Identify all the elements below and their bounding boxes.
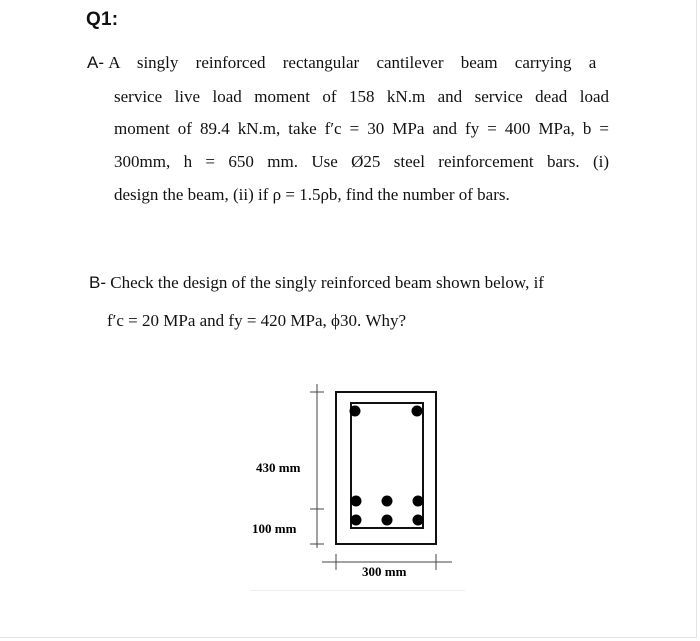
beam-section-diagram xyxy=(240,378,470,583)
question-title: Q1: xyxy=(86,9,119,30)
dim-100: 100 mm xyxy=(252,521,297,536)
bottom-bar-r2-2 xyxy=(382,515,393,526)
bottom-bar-r1-3 xyxy=(413,496,424,507)
dim-300: 300 mm xyxy=(362,564,407,579)
dim-430: 430 mm xyxy=(256,460,301,475)
part-a-line-4: 300mm, h = 650 mm. Use Ø25 steel reinforcement bars. (i) xyxy=(114,152,609,171)
part-b-line-2: f′c = 20 MPa and fy = 420 MPa, ϕ30. Why? xyxy=(107,311,407,330)
part-a-line-2: service live load moment of 158 kN.m and service dead load xyxy=(114,87,609,106)
part-b-label: B- xyxy=(89,273,106,292)
part-a-text-1: A singly reinforced rectangular cantilever beam carrying a xyxy=(108,53,597,72)
bottom-bar-r2-1 xyxy=(351,515,362,526)
bottom-bar-r1-1 xyxy=(351,496,362,507)
part-a-line-3 xyxy=(114,118,609,140)
bottom-divider xyxy=(250,590,465,591)
part-a-line-5: design the beam, (ii) if ρ = 1.5ρb, find the number of bars. xyxy=(114,185,510,204)
part-a-label: A- xyxy=(87,53,104,72)
part-b-line-1 xyxy=(89,272,609,294)
part-b-text-1: Check the design of the singly reinforced beam shown below, if xyxy=(110,273,544,292)
part-a-text-3: moment of 89.4 kN.m, take f′c = 30 MPa and fy = 400 MPa, b = xyxy=(114,119,609,138)
stirrup xyxy=(351,403,423,528)
part-a-line-1 xyxy=(87,52,609,74)
top-bar-left xyxy=(350,406,361,417)
bottom-bar-r1-2 xyxy=(382,496,393,507)
top-bar-right xyxy=(412,406,423,417)
bottom-bar-r2-3 xyxy=(413,515,424,526)
